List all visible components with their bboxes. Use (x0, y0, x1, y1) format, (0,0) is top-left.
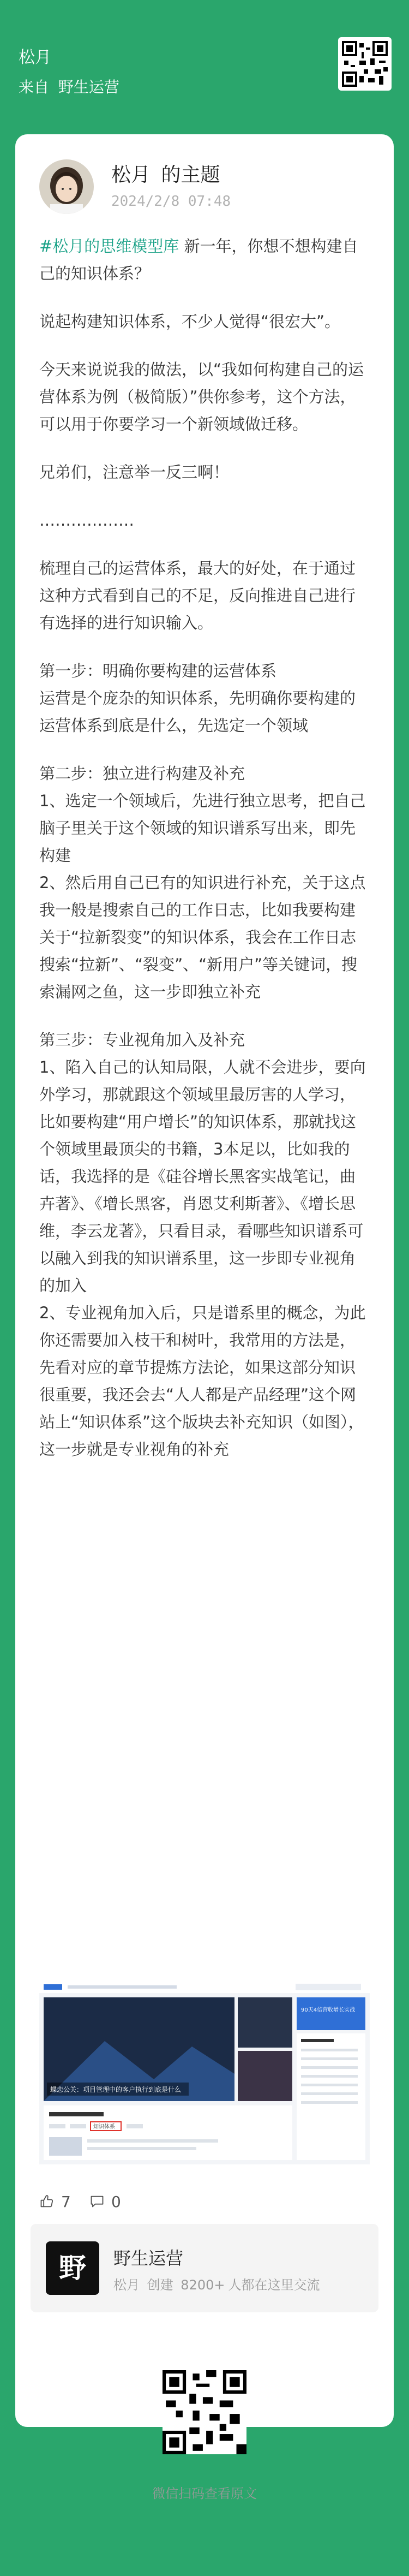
paragraph-divider: ……………… (39, 511, 134, 530)
group-name: 野生运营 (113, 2248, 184, 2269)
paragraph: 梳理自己的运营体系，最大的好处，在于通过这种方式看到自己的不足，反向推进自己进行有选择的进行知识输入。 (39, 559, 356, 632)
group-owner: 松月 (113, 2277, 140, 2293)
paragraph-step-3: 第三步：专业视角加入及补充 1、陷入自己的认知局限，人就不会进步，要向外学习，那就跟这个领域里最厉害的人学习，比如要构建“用户增长”的知识体系，那就找这个领域里最顶尖的书籍，3本足以，比如我的话，我选择的是《硅谷增长黑客实战笔记，曲卉著》、《增长黑客，肖恩艾利斯著》、《增长思维，李云龙著》，只看目录，看哪些知识谱系可以融入到我的知识谱系里，这一步即专业视角的加入 2、专业视角加入后，只是谱系里的概念，为此你还需要加入枝干和树叶，我常用的方法是，先看对应的章节提炼方法论，如果这部分知识很重要，我还会去“人人都是产品经理”这个网站上“知识体系”这个版块去补充知识（如图），这一步就是专业视角的补充 (39, 1031, 366, 1459)
qr-code-large-icon[interactable] (163, 2370, 246, 2454)
post-content (39, 233, 370, 1484)
thumbs-up-icon (39, 2194, 55, 2209)
group-members: 8200+ (181, 2277, 225, 2293)
topic-tag[interactable]: #松月的思维模型库 (39, 237, 179, 255)
avatar[interactable] (39, 159, 94, 214)
like-count: 7 (61, 2192, 71, 2211)
from-prefix: 来自 (19, 78, 50, 96)
post-image[interactable] (39, 1981, 370, 2164)
paragraph-text: 新一年，你想不想构建自己的知识体系？ (39, 237, 358, 283)
paragraph: 今天来说说我的做法，以“我如何构建自己的运营体系为例（极简版）”供你参考，这个方法，可以用于你要学习一个新领域做迁移。 (39, 360, 364, 433)
header (0, 0, 409, 126)
group-card[interactable] (31, 2224, 378, 2312)
comment-button[interactable] (89, 2191, 121, 2212)
comment-icon (89, 2194, 105, 2209)
svg-text:野: 野 (59, 2252, 86, 2284)
screenshot-tab: 知识体系 (93, 2124, 115, 2130)
screenshot-headline: 蝶恋公关：项目管理中的客户执行到底是什么 (50, 2086, 182, 2093)
group-created-label: 创建 (147, 2277, 173, 2293)
group-desc (113, 2274, 320, 2293)
comment-count: 0 (111, 2192, 121, 2211)
from-line (19, 75, 119, 97)
paragraph-step-2: 第二步：独立进行构建及补充 1、选定一个领域后，先进行独立思考，把自己脑子里关于这个领域的知识谱系写出来，即先构建 2、然后用自己已有的知识进行补充，关于这点我一般是搜索自己的工作日志，比如我要构建关于“拉新裂变”的知识体系，我会在工作日志搜索“拉新”、“裂变”、“新用户”等关键词，搜索漏网之鱼，这一步即独立补充 (39, 764, 366, 1001)
poster-title (111, 159, 220, 187)
header-author: 松月 (19, 48, 51, 67)
qr-code-icon[interactable] (338, 37, 392, 91)
title-suffix: 的主题 (161, 164, 220, 186)
like-button[interactable] (39, 2191, 71, 2212)
poster-name[interactable]: 松月 (111, 164, 151, 186)
paragraph: 说起构建知识体系，不少人觉得“很宏大”。 (39, 312, 341, 331)
post-date: 2024/2/8 07:48 (111, 193, 231, 210)
post-card (15, 134, 394, 2501)
paragraph-step-1: 第一步：明确你要构建的运营体系 运营是个庞杂的知识体系，先明确你要构建的运营体系到底是什么，先选定一个领域 (39, 662, 356, 735)
qr-caption: 微信扫码查看原文 (152, 2486, 257, 2501)
screenshot-banner: 90天4倍营收增长实战 (301, 2007, 356, 2013)
group-desc-suffix: 人都在这里交流 (228, 2277, 320, 2293)
paragraph-intro (39, 233, 370, 287)
group-name-header[interactable]: 野生运营 (58, 78, 119, 96)
paragraph: 兄弟们，注意举一反三啊！ (39, 463, 230, 481)
group-logo (46, 2241, 99, 2295)
